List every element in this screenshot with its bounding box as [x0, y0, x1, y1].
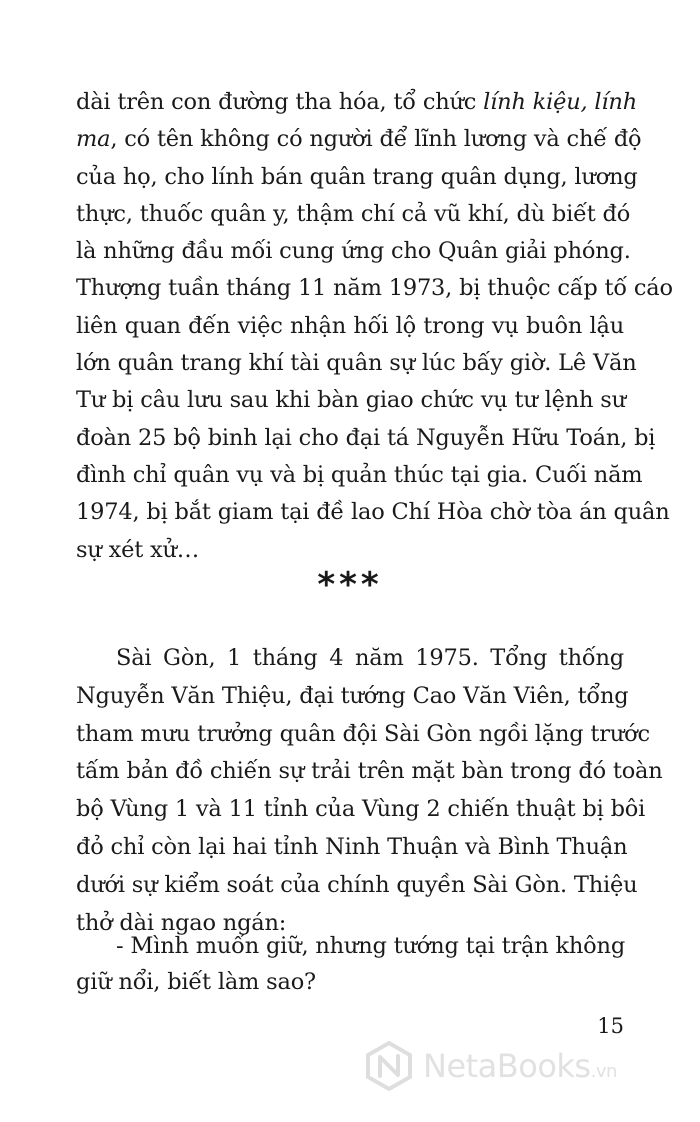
text-line: thực, thuốc quân y, thậm chí cả vũ khí, dù biết đó: [76, 200, 631, 227]
paragraph-1: [76, 84, 673, 569]
text-line: liên quan đến việc nhận hối lộ trong vụ buôn lậu: [76, 312, 624, 339]
text-line: - Mình muốn giữ, nhưng tướng tại trận không: [116, 933, 626, 959]
page-number: 15: [597, 1014, 624, 1038]
text-line: đoàn 25 bộ binh lại cho đại tá Nguyễn Hữu Toán, bị: [76, 424, 656, 451]
text-line: đỏ chỉ còn lại hai tỉnh Ninh Thuận và Bình Thuận: [76, 833, 628, 860]
text-line: Tư bị câu lưu sau khi bàn giao chức vụ tư lệnh sư: [76, 387, 626, 414]
watermark-brand: NetaBooks: [423, 1047, 591, 1085]
text-line: 1974, bị bắt giam tại đề lao Chí Hòa chờ tòa án quân: [76, 499, 670, 526]
text-line: Thượng tuần tháng 11 năm 1973, bị thuộc cấp tố cáo: [76, 275, 673, 302]
text-line: dài trên con đường tha hóa, tổ chức lính kiệu, lính: [76, 89, 637, 115]
netabooks-logo-icon: [363, 1040, 415, 1092]
text-line: Nguyễn Văn Thiệu, đại tướng Cao Văn Viên, tổng: [76, 682, 629, 709]
italic-term: lính kiệu, lính: [483, 89, 637, 115]
italic-term: ma: [76, 126, 111, 153]
text-line: tham mưu trưởng quân đội Sài Gòn ngồi lặng trước: [76, 720, 650, 747]
text-line: sự xét xử…: [76, 536, 200, 563]
text-line: đình chỉ quân vụ và bị quản thúc tại gia. Cuối năm: [76, 461, 643, 488]
text-line: lớn quân trang khí tài quân sự lúc bấy giờ. Lê Văn: [76, 350, 637, 377]
watermark-text: [423, 1047, 617, 1085]
text-line: Sài Gòn, 1 tháng 4 năm 1975. Tổng thống: [116, 645, 624, 671]
text-line: thở dài ngao ngán:: [76, 909, 287, 936]
text-line: bộ Vùng 1 và 11 tỉnh của Vùng 2 chiến thuật bị bôi: [76, 796, 646, 823]
paragraph-2: [76, 640, 663, 942]
text-line: giữ nổi, biết làm sao?: [76, 969, 316, 995]
text-line: ma, có tên không có người để lĩnh lương và chế độ: [76, 126, 642, 153]
netabooks-watermark: [363, 1036, 683, 1096]
text-line: là những đầu mối cung ứng cho Quân giải phóng.: [76, 238, 631, 265]
text-line: của họ, cho lính bán quân trang quân dụng, lương: [76, 163, 638, 190]
text-line: dưới sự kiểm soát của chính quyền Sài Gòn. Thiệu: [76, 871, 638, 898]
watermark-tld: .vn: [590, 1061, 617, 1082]
section-separator: ***: [317, 565, 383, 605]
text-line: tấm bản đồ chiến sự trải trên mặt bàn trong đó toàn: [76, 758, 663, 785]
paragraph-3-dialogue: [76, 928, 624, 1000]
